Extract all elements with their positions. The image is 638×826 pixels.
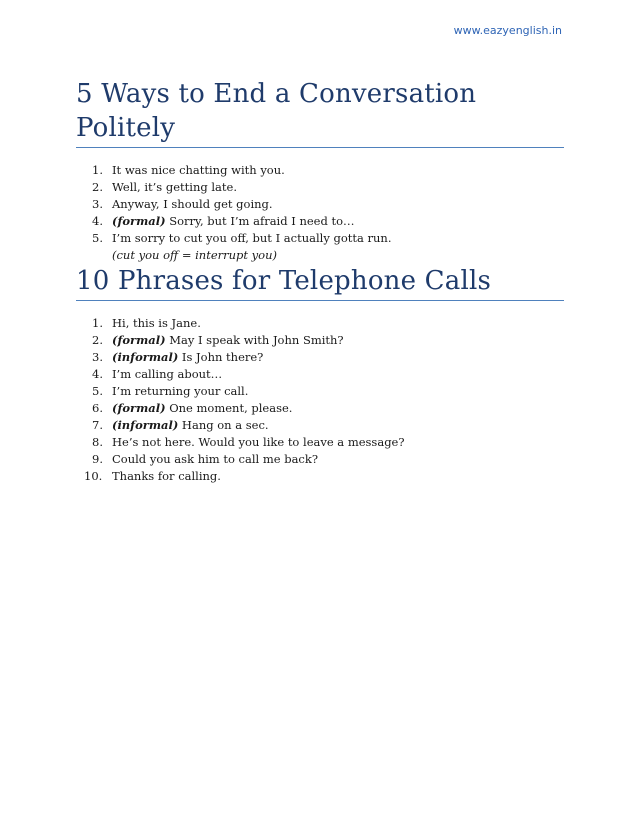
- section-title: 10 Phrases for Telephone Calls: [76, 264, 564, 301]
- item-text: May I speak with John Smith?: [165, 333, 344, 347]
- item-text: I’m returning your call.: [112, 384, 249, 398]
- list-item: [76, 366, 564, 383]
- item-text: It was nice chatting with you.: [112, 163, 285, 177]
- section-telephone-calls: [76, 264, 564, 485]
- site-url[interactable]: www.eazyenglish.in: [453, 24, 562, 37]
- item-text: I’m sorry to cut you off, but I actually gotta run.: [112, 231, 392, 245]
- item-number: 6.: [92, 401, 103, 415]
- list-item: [76, 349, 564, 366]
- list-item: [76, 434, 564, 451]
- item-text: He’s not here. Would you like to leave a message?: [112, 435, 405, 449]
- register-tag: (formal): [112, 401, 166, 415]
- item-number: 2.: [92, 333, 103, 347]
- item-text: Thanks for calling.: [112, 469, 221, 483]
- item-text: Hi, this is Jane.: [112, 316, 201, 330]
- list-item: [76, 230, 564, 264]
- item-number: 5.: [92, 384, 103, 398]
- item-text: Well, it’s getting late.: [112, 180, 237, 194]
- item-number: 3.: [92, 350, 103, 364]
- register-tag: (informal): [112, 418, 179, 432]
- item-number: 5.: [92, 231, 103, 245]
- list-item: [76, 196, 564, 213]
- list-item: [76, 451, 564, 468]
- list-item: [76, 400, 564, 417]
- phrase-list: [76, 162, 564, 264]
- item-number: 9.: [92, 452, 103, 466]
- phrase-list: [76, 315, 564, 485]
- list-item: [76, 213, 564, 230]
- list-item: [76, 332, 564, 349]
- item-number: 10.: [84, 469, 103, 483]
- item-number: 2.: [92, 180, 103, 194]
- item-number: 1.: [92, 163, 103, 177]
- item-text: Could you ask him to call me back?: [112, 452, 319, 466]
- item-text: Sorry, but I’m afraid I need to…: [165, 214, 355, 228]
- item-number: 7.: [92, 418, 103, 432]
- section-title: 5 Ways to End a Conversation Politely: [76, 77, 564, 148]
- section-end-conversation: [76, 77, 564, 264]
- item-number: 4.: [92, 367, 103, 381]
- item-text: Anyway, I should get going.: [112, 197, 273, 211]
- item-number: 3.: [92, 197, 103, 211]
- item-note: (cut you off = interrupt you): [112, 248, 277, 262]
- list-item: [76, 162, 564, 179]
- item-text: Hang on a sec.: [178, 418, 269, 432]
- item-text: I’m calling about…: [112, 367, 223, 381]
- list-item: [76, 315, 564, 332]
- list-item: [76, 468, 564, 485]
- list-item: [76, 383, 564, 400]
- item-text: One moment, please.: [165, 401, 293, 415]
- list-item: [76, 417, 564, 434]
- list-item: [76, 179, 564, 196]
- item-number: 4.: [92, 214, 103, 228]
- item-text: Is John there?: [178, 350, 264, 364]
- register-tag: (formal): [112, 333, 166, 347]
- item-number: 8.: [92, 435, 103, 449]
- register-tag: (formal): [112, 214, 166, 228]
- register-tag: (informal): [112, 350, 179, 364]
- item-number: 1.: [92, 316, 103, 330]
